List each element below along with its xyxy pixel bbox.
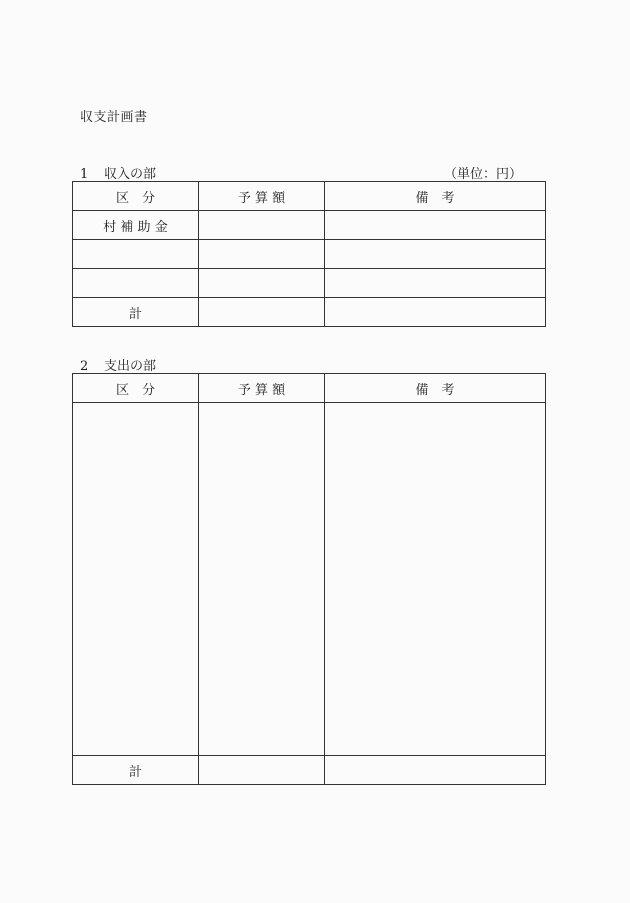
- income-header-category: 区 分: [73, 182, 199, 211]
- expense-total-row: [73, 756, 546, 785]
- income-row: [73, 240, 546, 269]
- expense-total-label: 計: [73, 756, 199, 785]
- expense-total-budget[interactable]: [199, 756, 325, 785]
- income-total-label: 計: [73, 298, 199, 327]
- income-total-budget[interactable]: [199, 298, 325, 327]
- income-section-label: 収入の部: [104, 167, 157, 182]
- income-row-remarks[interactable]: [325, 269, 546, 298]
- income-row-category[interactable]: [73, 269, 199, 298]
- expense-body-category[interactable]: [73, 403, 199, 756]
- income-row-budget[interactable]: [199, 240, 325, 269]
- income-row: [73, 269, 546, 298]
- income-total-row: [73, 298, 546, 327]
- income-row-category[interactable]: [73, 240, 199, 269]
- income-row-budget[interactable]: [199, 211, 325, 240]
- income-row-budget[interactable]: [199, 269, 325, 298]
- income-row-remarks[interactable]: [325, 240, 546, 269]
- expense-header-row: [73, 374, 546, 403]
- income-row-category[interactable]: 村 補 助 金: [73, 211, 199, 240]
- expense-body-budget[interactable]: [199, 403, 325, 756]
- expense-total-remarks[interactable]: [325, 756, 546, 785]
- income-table: [72, 181, 546, 327]
- income-header-row: [73, 182, 546, 211]
- expense-section-label: 支出の部: [104, 359, 157, 374]
- expense-table: [72, 373, 546, 785]
- income-row: [73, 211, 546, 240]
- income-header-budget: 予 算 額: [199, 182, 325, 211]
- expense-body-row: [73, 403, 546, 756]
- income-total-remarks[interactable]: [325, 298, 546, 327]
- expense-body-remarks[interactable]: [325, 403, 546, 756]
- document-title: 収支計画書: [80, 110, 148, 125]
- income-section-number: 1: [80, 167, 89, 182]
- expense-section-heading: [80, 355, 156, 374]
- expense-header-category: 区 分: [73, 374, 199, 403]
- expense-header-remarks: 備 考: [325, 374, 546, 403]
- unit-note: （単位：円）: [443, 167, 522, 182]
- income-section-heading: [80, 163, 156, 182]
- income-header-remarks: 備 考: [325, 182, 546, 211]
- expense-header-budget: 予 算 額: [199, 374, 325, 403]
- expense-section-number: 2: [80, 359, 89, 374]
- income-row-remarks[interactable]: [325, 211, 546, 240]
